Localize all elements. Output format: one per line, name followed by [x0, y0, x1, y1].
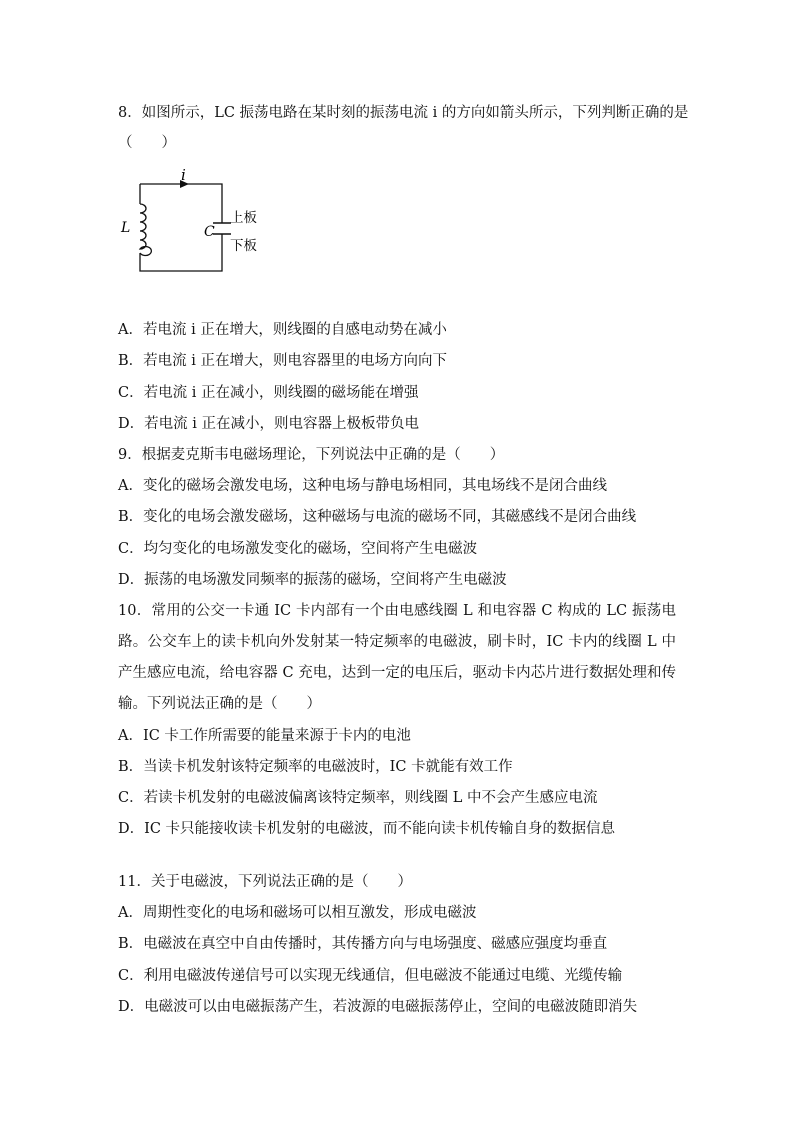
- q9-stem: 9．根据麦克斯韦电磁场理论，下列说法中正确的是（ ）: [118, 447, 505, 463]
- q10-option-d: D．IC 卡只能接收读卡机发射的电磁波，而不能向读卡机传输自身的数据信息: [118, 821, 616, 837]
- q10-option-b: B．当读卡机发射该特定频率的电磁波时，IC 卡就能有效工作: [118, 759, 513, 775]
- q8-option-c: C．若电流 i 正在减小，则线圈的磁场能在增强: [118, 385, 419, 401]
- q10-stem: 10．常用的公交一卡通 IC 卡内部有一个由电感线圈 L 和电容器 C 构成的 LC 振荡电路。公交车上的读卡机向外发射某一特定频率的电磁波，刷卡时，IC 卡内的线圈 L 中产生感应电流，给电容器 C 充电，达到一定的电压后，驱动卡内芯片进行数据处理和传输。下列说法正确的是（ ）: [118, 603, 676, 712]
- q8-answer-paren: （ ）: [118, 135, 176, 151]
- q8-option-d: D．若电流 i 正在减小，则电容器上极板带负电: [118, 416, 419, 432]
- q10-option-c: C．若读卡机发射的电磁波偏离该特定频率，则线圈 L 中不会产生感应电流: [118, 790, 598, 806]
- q11-stem: 11．关于电磁波，下列说法正确的是（ ）: [118, 874, 412, 890]
- q10-option-a: A．IC 卡工作所需要的能量来源于卡内的电池: [118, 728, 411, 744]
- q11-option-b: B．电磁波在真空中自由传播时，其传播方向与电场强度、磁感应强度均垂直: [118, 936, 608, 952]
- q9-option-c: C．均匀变化的电场激发变化的磁场，空间将产生电磁波: [118, 541, 478, 557]
- current-label: i: [181, 166, 186, 184]
- q11-option-d: D．电磁波可以由电磁振荡产生，若波源的电磁振荡停止，空间的电磁波随即消失: [118, 999, 638, 1015]
- q11-option-a: A．周期性变化的电场和磁场可以相互激发，形成电磁波: [118, 905, 477, 921]
- q8-stem: 8．如图所示，LC 振荡电路在某时刻的振荡电流 i 的方向如箭头所示，下列判断正确的是: [118, 105, 689, 121]
- capacitor-label: C: [204, 224, 215, 240]
- q11-option-c: C．利用电磁波传递信号可以实现无线通信，但电磁波不能通过电缆、光缆传输: [118, 968, 623, 984]
- lc-circuit-diagram: [118, 166, 278, 276]
- q9-option-d: D．振荡的电场激发同频率的振荡的磁场，空间将产生电磁波: [118, 572, 507, 588]
- q9-option-b: B．变化的电场会激发磁场，这种磁场与电流的磁场不同，其磁感线不是闭合曲线: [118, 509, 637, 525]
- q9-option-a: A．变化的磁场会激发电场，这种电场与静电场相同，其电场线不是闭合曲线: [118, 478, 607, 494]
- circuit-wire: [140, 184, 222, 223]
- lower-plate-label: 下板: [230, 238, 257, 254]
- q8-option-a: A．若电流 i 正在增大，则线圈的自感电动势在减小: [118, 322, 447, 338]
- upper-plate-label: 上板: [230, 210, 257, 226]
- q8-option-b: B．若电流 i 正在增大，则电容器里的电场方向向下: [118, 353, 448, 369]
- inductor-coil: [140, 204, 151, 256]
- inductor-label: L: [121, 220, 131, 236]
